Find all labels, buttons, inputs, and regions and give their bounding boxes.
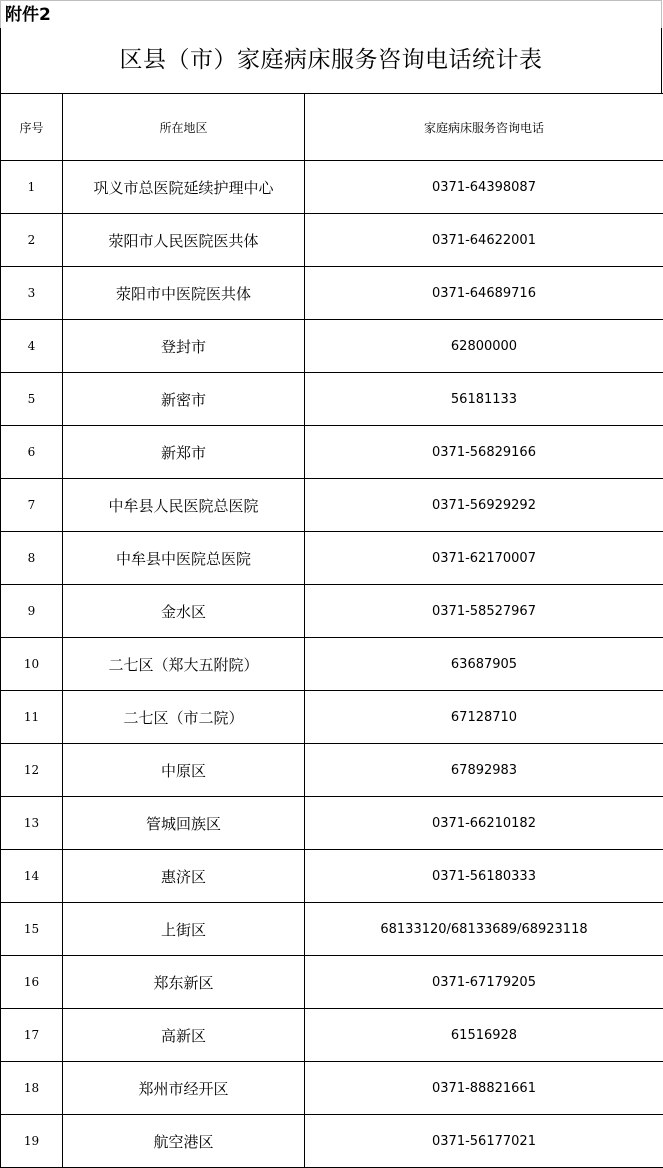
table-row (1, 1115, 663, 1168)
row-seq-cell: 11 (1, 691, 63, 744)
row-seq-cell: 5 (1, 373, 63, 426)
row-phone-cell: 67128710 (305, 691, 663, 744)
row-seq-cell: 3 (1, 267, 63, 320)
row-area-cell: 管城回族区 (63, 797, 305, 850)
row-seq-cell: 4 (1, 320, 63, 373)
row-area-cell: 新密市 (63, 373, 305, 426)
table-row (1, 320, 663, 373)
table-row (1, 214, 663, 267)
row-area-cell: 巩义市总医院延续护理中心 (63, 161, 305, 214)
table-row (1, 426, 663, 479)
row-phone-cell: 63687905 (305, 638, 663, 691)
table-row (1, 956, 663, 1009)
table-row (1, 532, 663, 585)
row-area-cell: 高新区 (63, 1009, 305, 1062)
table-row (1, 1062, 663, 1115)
row-seq-cell: 12 (1, 744, 63, 797)
row-area-cell: 二七区（郑大五附院） (63, 638, 305, 691)
row-phone-cell: 62800000 (305, 320, 663, 373)
row-seq-cell: 9 (1, 585, 63, 638)
phone-table (0, 93, 663, 1168)
table-row (1, 850, 663, 903)
header-phone: 家庭病床服务咨询电话 (305, 94, 663, 161)
attachment-label: 附件2 (0, 0, 662, 28)
row-seq-cell: 6 (1, 426, 63, 479)
row-area-cell: 登封市 (63, 320, 305, 373)
row-phone-cell: 0371-64622001 (305, 214, 663, 267)
row-area-cell: 中原区 (63, 744, 305, 797)
table-row (1, 903, 663, 956)
row-seq-cell: 18 (1, 1062, 63, 1115)
table-row (1, 797, 663, 850)
table-row (1, 267, 663, 320)
row-seq-cell: 16 (1, 956, 63, 1009)
header-row (1, 94, 663, 161)
row-area-cell: 二七区（市二院） (63, 691, 305, 744)
row-area-cell: 荥阳市人民医院医共体 (63, 214, 305, 267)
table-row (1, 479, 663, 532)
row-area-cell: 中牟县中医院总医院 (63, 532, 305, 585)
row-phone-cell: 0371-64689716 (305, 267, 663, 320)
row-phone-cell: 56181133 (305, 373, 663, 426)
table-row (1, 638, 663, 691)
row-seq-cell: 14 (1, 850, 63, 903)
row-seq-cell: 19 (1, 1115, 63, 1168)
header-seq: 序号 (1, 94, 63, 161)
row-area-cell: 上街区 (63, 903, 305, 956)
row-area-cell: 郑州市经开区 (63, 1062, 305, 1115)
table-title: 区县（市）家庭病床服务咨询电话统计表 (0, 28, 662, 94)
row-phone-cell: 0371-56829166 (305, 426, 663, 479)
row-area-cell: 金水区 (63, 585, 305, 638)
row-area-cell: 郑东新区 (63, 956, 305, 1009)
row-seq-cell: 1 (1, 161, 63, 214)
row-phone-cell: 0371-64398087 (305, 161, 663, 214)
row-area-cell: 中牟县人民医院总医院 (63, 479, 305, 532)
row-area-cell: 新郑市 (63, 426, 305, 479)
row-phone-cell: 67892983 (305, 744, 663, 797)
table-row (1, 1009, 663, 1062)
row-phone-cell: 0371-66210182 (305, 797, 663, 850)
row-seq-cell: 8 (1, 532, 63, 585)
row-seq-cell: 10 (1, 638, 63, 691)
row-area-cell: 惠济区 (63, 850, 305, 903)
table-row (1, 744, 663, 797)
table-row (1, 691, 663, 744)
row-phone-cell: 0371-62170007 (305, 532, 663, 585)
row-phone-cell: 0371-56177021 (305, 1115, 663, 1168)
row-phone-cell: 68133120/68133689/68923118 (305, 903, 663, 956)
row-phone-cell: 0371-58527967 (305, 585, 663, 638)
row-phone-cell: 0371-67179205 (305, 956, 663, 1009)
row-seq-cell: 7 (1, 479, 63, 532)
row-seq-cell: 17 (1, 1009, 63, 1062)
table-row (1, 373, 663, 426)
row-area-cell: 荥阳市中医院医共体 (63, 267, 305, 320)
row-area-cell: 航空港区 (63, 1115, 305, 1168)
row-phone-cell: 0371-56180333 (305, 850, 663, 903)
row-phone-cell: 61516928 (305, 1009, 663, 1062)
header-area: 所在地区 (63, 94, 305, 161)
table-row (1, 585, 663, 638)
row-seq-cell: 2 (1, 214, 63, 267)
table-row (1, 161, 663, 214)
row-phone-cell: 0371-88821661 (305, 1062, 663, 1115)
row-phone-cell: 0371-56929292 (305, 479, 663, 532)
row-seq-cell: 15 (1, 903, 63, 956)
row-seq-cell: 13 (1, 797, 63, 850)
